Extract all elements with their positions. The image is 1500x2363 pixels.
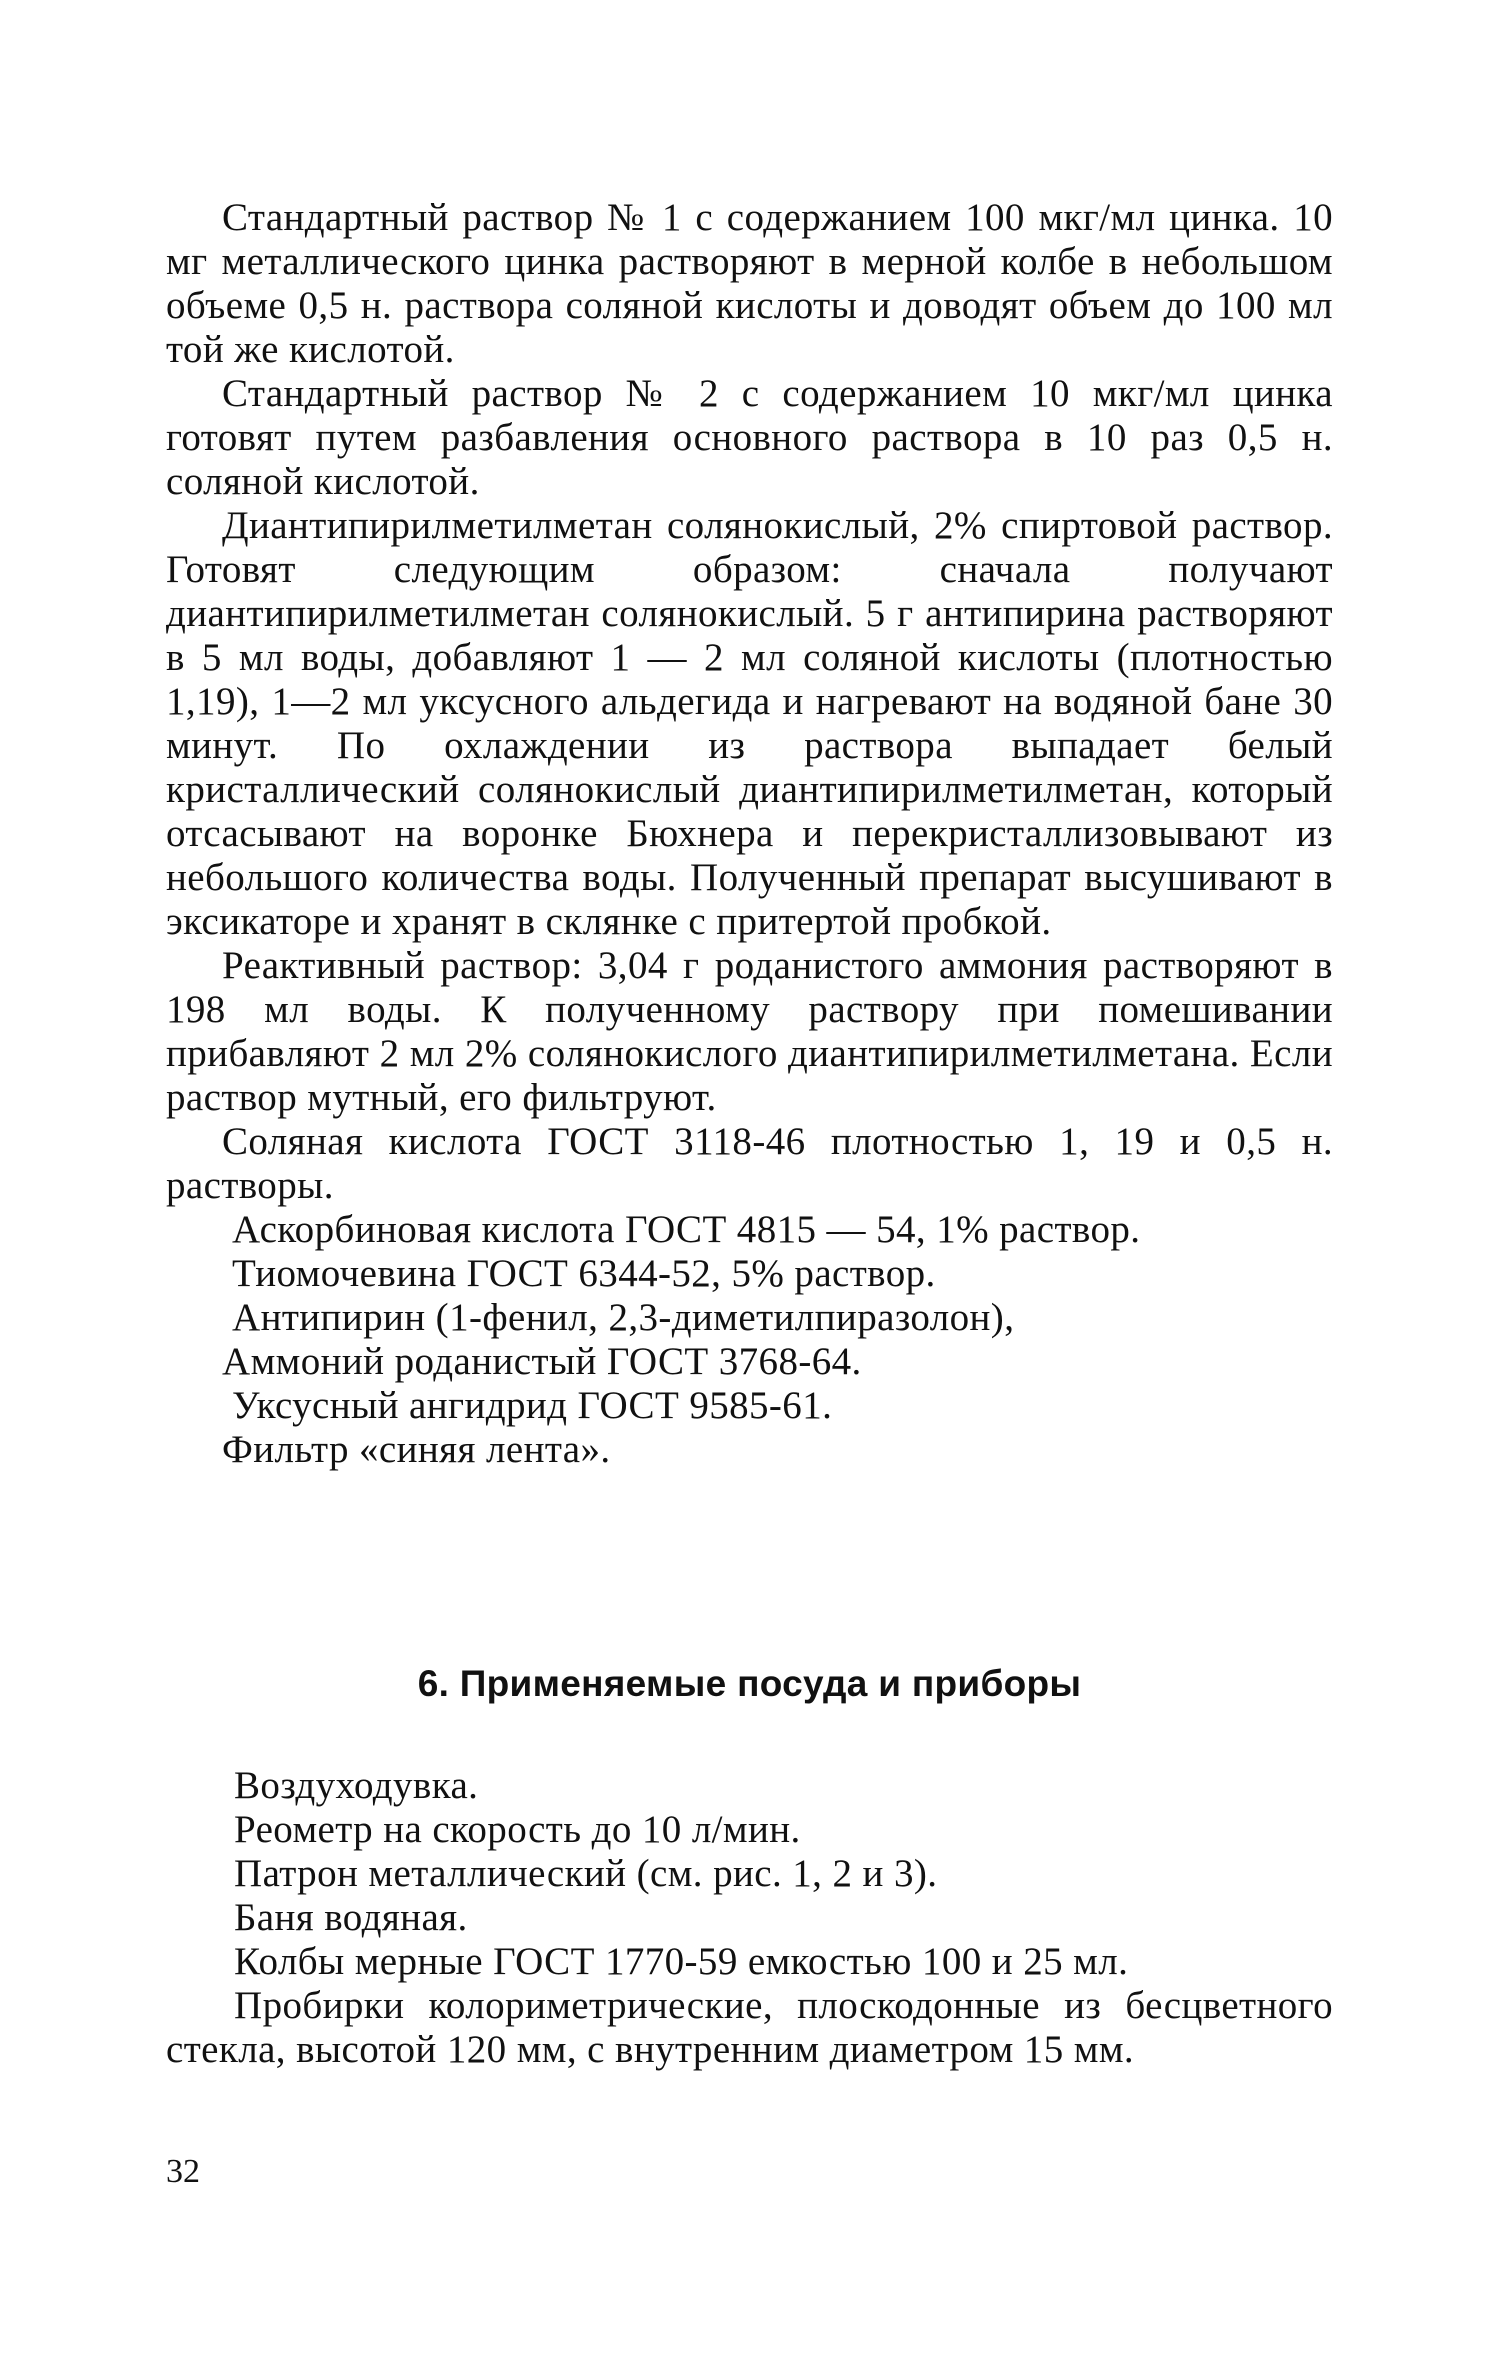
- reagent-line-acetic-anhydride: Уксусный ангидрид ГОСТ 9585-61.: [232, 1384, 833, 1427]
- paragraph-standard-solution-1: Стандартный раствор № 1 с содержанием 100 мкг/мл цинка. 10 мг металлического цинка растворяют в мерной колбе в небольшом объеме 0,5 н. раствора соляной кислоты и доводят объем до 100 мл той же кислотой.: [166, 196, 1333, 371]
- reagent-line-ascorbic-acid: Аскорбиновая кислота ГОСТ 4815 — 54, 1% раствор.: [232, 1208, 1141, 1251]
- reagent-line-thiourea: Тиомочевина ГОСТ 6344-52, 5% раствор.: [232, 1252, 936, 1295]
- page-number: 32: [166, 2153, 200, 2190]
- reagent-line-ammonium-thiocyanate: Аммоний роданистый ГОСТ 3768-64.: [222, 1340, 862, 1383]
- reagent-line-filter: Фильтр «синяя лента».: [222, 1428, 611, 1471]
- reagent-line-antipyrine: Антипирин (1-фенил, 2,3-диметилпиразолон),: [232, 1296, 1015, 1339]
- section-heading: 6. Применяемые посуда и приборы: [417, 1663, 1082, 1704]
- paragraph-hydrochloric-acid: Соляная кислота ГОСТ 3118-46 плотностью 1, 19 и 0,5 н. растворы.: [166, 1120, 1333, 1207]
- equipment-item-blower: Воздуходувка.: [234, 1764, 479, 1807]
- equipment-item-cartridge: Патрон металлический (см. рис. 1, 2 и 3).: [234, 1852, 938, 1895]
- paragraph-standard-solution-2: Стандартный раствор № 2 с содержанием 10 мкг/мл цинка готовят путем разбавления основного раствора в 10 раз 0,5 н. соляной кислотой.: [166, 372, 1333, 503]
- equipment-item-water-bath: Баня водяная.: [234, 1896, 468, 1939]
- equipment-item-rheometer: Реометр на скорость до 10 л/мин.: [234, 1808, 801, 1851]
- paragraph-reactive-solution: Реактивный раствор: 3,04 г роданистого аммония растворяют в 198 мл воды. К полученному раствору при помешивании прибавляют 2 мл 2% солянокислого диантипирилметилметана. Если раствор мутный, его фильтруют.: [166, 944, 1333, 1119]
- paragraph-diantipyrylmethylmethane: Диантипирилметилметан солянокислый, 2% спиртовой раствор. Готовят следующим образом: сначала получают диантипирилметилметан солянокислый. 5 г антипирина растворяют в 5 мл воды, добавляют 1 — 2 мл соляной кислоты (плотностью 1,19), 1—2 мл уксусного альдегида и нагревают на водяной бане 30 минут. По охлаждении из раствора выпадает белый кристаллический солянокислый диантипирилметилметан, который отсасывают на воронке Бюхнера и перекристаллизовывают из небольшого количества воды. Полученный препарат высушивают в эксикаторе и хранят в склянке с притертой пробкой.: [166, 504, 1333, 943]
- equipment-list: [166, 1764, 1333, 2072]
- equipment-item-flasks: Колбы мерные ГОСТ 1770-59 емкостью 100 и 25 мл.: [234, 1940, 1129, 1983]
- equipment-item-test-tubes: Пробирки колориметрические, плоскодонные из бесцветного стекла, высотой 120 мм, с внутренним диаметром 15 мм.: [166, 1984, 1333, 2071]
- reagents-section: [166, 196, 1333, 1472]
